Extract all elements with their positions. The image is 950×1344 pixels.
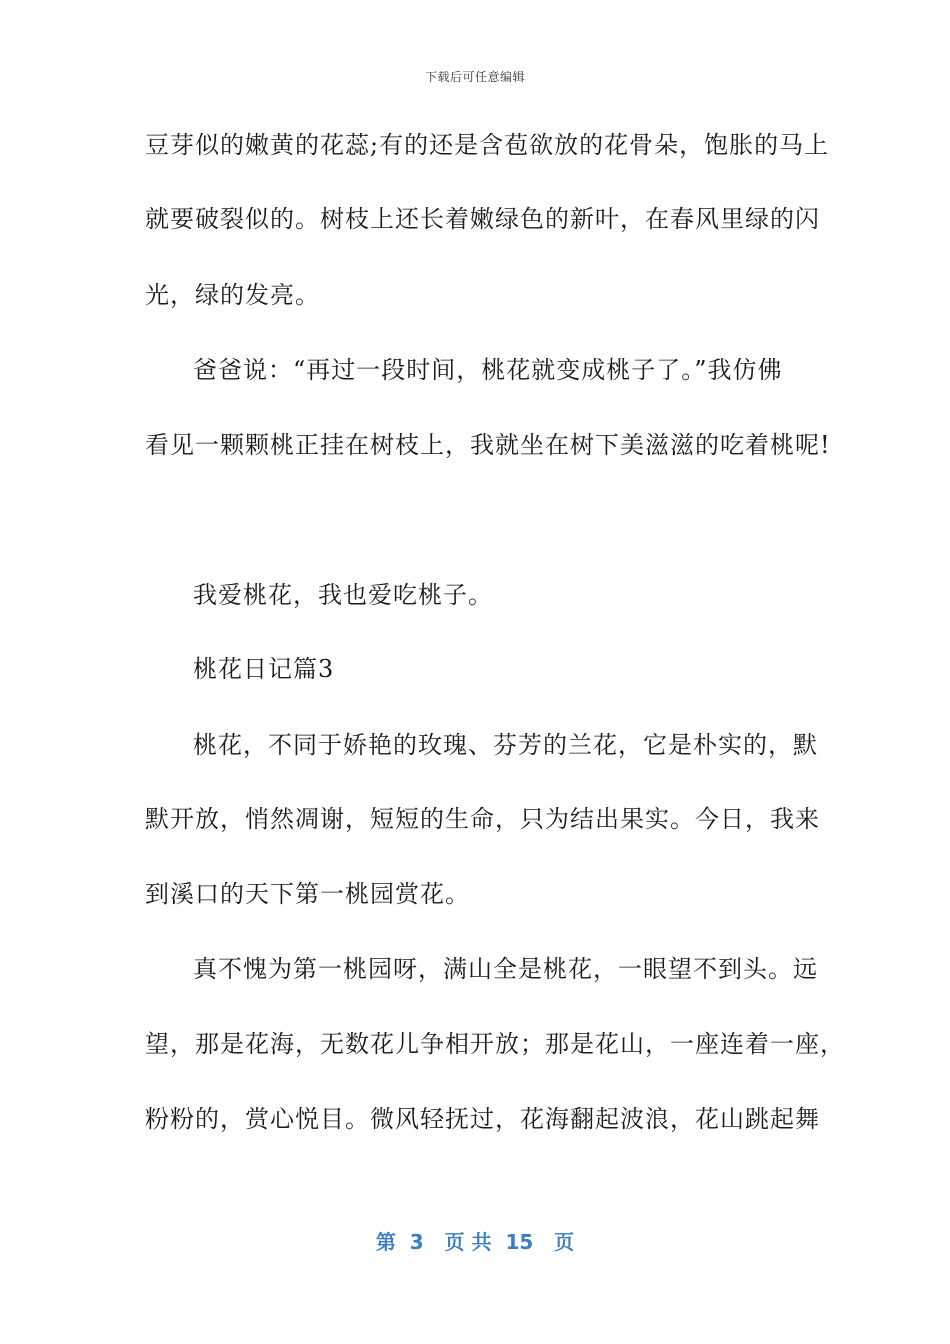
- page-footer: 第 3 页 共 15 页: [375, 1230, 575, 1254]
- body-line-4: 爸爸说：“再过一段时间，桃花就变成桃子了。”我仿佛: [193, 356, 783, 384]
- body-line-12: 望，那是花海，无数花儿争相开放；那是花山，一座连着一座，: [145, 1030, 845, 1058]
- body-line-8: 桃花，不同于娇艳的玫瑰、芬芳的兰花，它是朴实的，默: [193, 731, 818, 759]
- body-line-6: 我爱桃花，我也爱吃桃子。: [193, 581, 493, 609]
- body-line-2: 就要破裂似的。树枝上还长着嫩绿色的新叶，在春风里绿的闪: [145, 205, 820, 233]
- body-line-13: 粉粉的，赏心悦目。微风轻抚过，花海翻起波浪，花山跳起舞: [145, 1105, 820, 1133]
- section-heading: 桃花日记篇3: [193, 655, 335, 683]
- body-line-10: 到溪口的天下第一桃园赏花。: [145, 880, 470, 908]
- body-line-3: 光，绿的发亮。: [145, 281, 320, 309]
- body-line-1: 豆芽似的嫩黄的花蕊;有的还是含苞欲放的花骨朵，饱胀的马上: [145, 131, 830, 159]
- page-header: 下载后可任意编辑: [424, 70, 525, 84]
- body-line-11: 真不愧为第一桃园呀，满山全是桃花，一眼望不到头。远: [193, 955, 818, 983]
- body-line-5: 看见一颗颗桃正挂在树枝上，我就坐在树下美滋滋的吃着桃呢!: [145, 431, 831, 459]
- body-line-9: 默开放，悄然凋谢，短短的生命，只为结出果实。今日，我来: [145, 805, 820, 833]
